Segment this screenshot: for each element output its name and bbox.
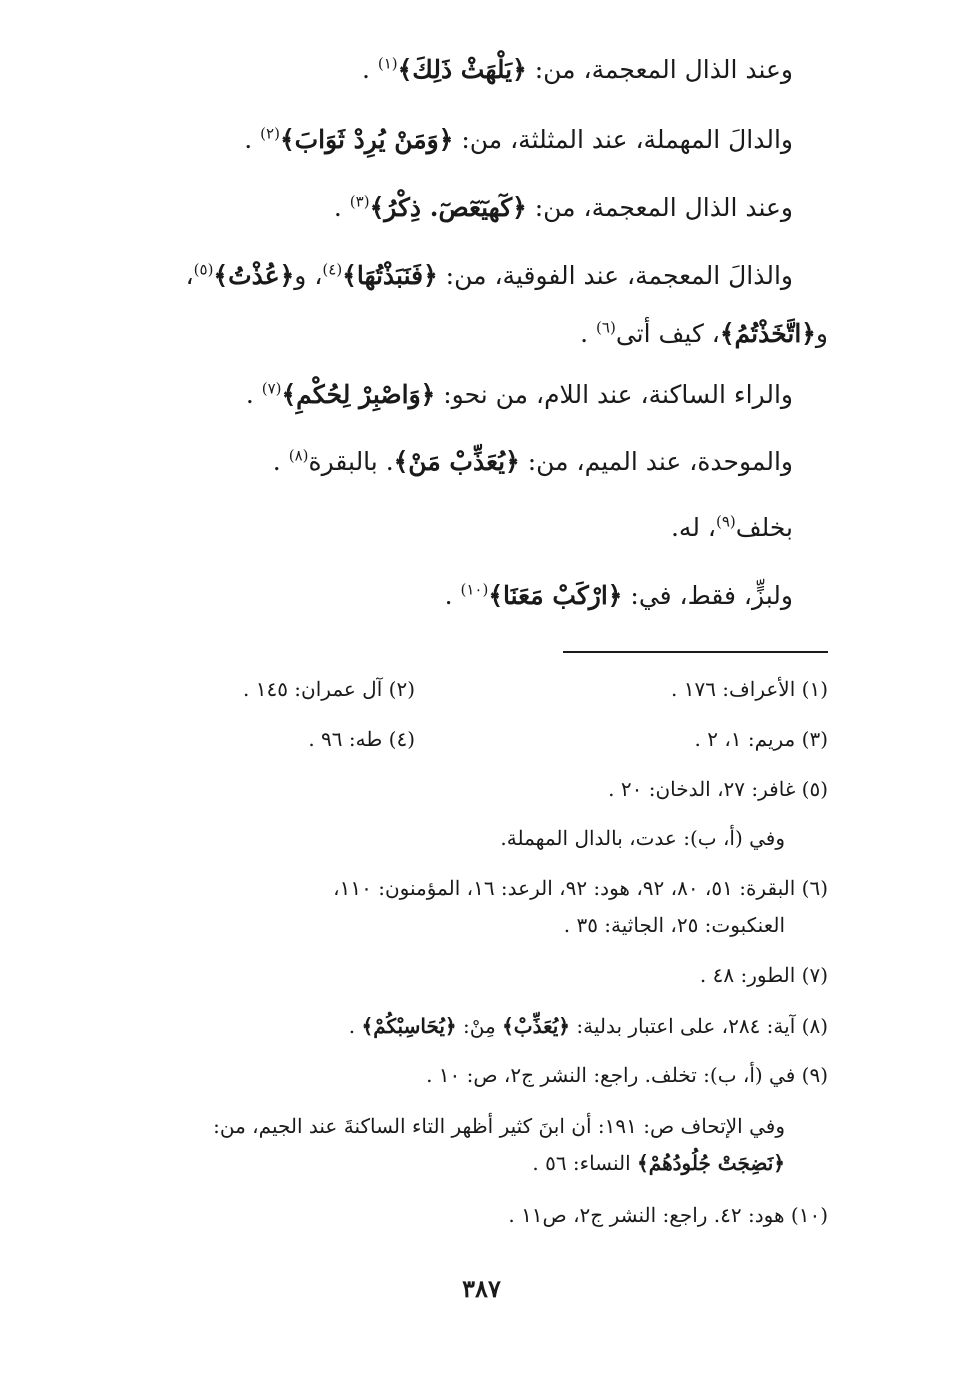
text: بخلف <box>735 513 793 542</box>
text: . <box>580 319 597 348</box>
text: والراء الساكنة، عند اللام، من نحو: <box>435 380 793 409</box>
body-line-8 <box>671 510 793 546</box>
quran-quote: ﴿ارْكَبْ مَعَنَا﴾ <box>488 581 623 610</box>
footnote-5: (٥) غافر: ٢٧، الدخان: ٢٠ . <box>608 777 828 801</box>
body-line-4 <box>186 258 793 294</box>
quran-quote: ﴿عُذْتُ﴾ <box>213 261 295 290</box>
text: والدالَ المهملة، عند المثلثة، من: <box>453 125 793 154</box>
footnote-ref: (٥) <box>193 260 214 279</box>
quran-quote: ﴿يُعَذِّبْ مَنْ﴾ <box>393 447 520 476</box>
quran-quote: ﴿اتَّخَذْتُمُ﴾ <box>719 319 816 348</box>
footnote-ref: (٢) <box>260 124 280 143</box>
quran-quote: ﴿نَضِجَتْ جُلُودُهُمْ﴾ <box>637 1151 785 1175</box>
footnote-6-cont: العنكبوت: ٢٥، الجاثية: ٣٥ . <box>563 913 785 937</box>
footnote-6: (٦) البقرة: ٥١، ٨٠، ٩٢، هود: ٩٢، الرعد: ١٦، المؤمنون: ١١٠، <box>333 876 828 900</box>
quran-quote: ﴿يُعَذِّبْ﴾ <box>502 1014 571 1038</box>
text: . <box>361 55 378 84</box>
footnote-ref: (٤) <box>322 260 343 279</box>
body-line-5 <box>580 316 828 352</box>
body-line-7 <box>273 444 793 480</box>
quran-quote: ﴿وَمَنْ يُرِدْ ثَوَابَ﴾ <box>279 125 454 154</box>
text: وعند الذال المعجمة، من: <box>526 193 793 222</box>
text: والموحدة، عند الميم، من: <box>519 447 793 476</box>
footnote-ref: (٩) <box>715 512 736 531</box>
footnote-9-note: وفي الإتحاف ص: ١٩١: أن ابنَ كثير أظهر التاء الساكنةَ عند الجيم، من: <box>213 1114 785 1138</box>
footnote-9: (٩) في (أ، ب): تخلف. راجع: النشر ج٢، ص: ١٠ . <box>426 1063 828 1087</box>
body-line-9 <box>445 578 793 614</box>
page-number: ٣٨٧ <box>462 1274 501 1303</box>
footnote-ref: (٧) <box>261 379 282 398</box>
text: مِنْ: <box>456 1014 503 1038</box>
footnote-2: (٢) آل عمران: ١٤٥ . <box>243 677 415 701</box>
text: . <box>245 380 262 409</box>
text: . <box>348 1014 362 1038</box>
text: . <box>444 581 461 610</box>
body-line-1 <box>362 52 793 88</box>
text: ، له. <box>670 513 716 542</box>
footnote-divider <box>563 651 828 653</box>
footnote-ref: (١) <box>377 54 398 73</box>
footnote-9-cont <box>532 1148 785 1178</box>
quran-quote: ﴿فَنَبَذْتُهَا﴾ <box>342 261 438 290</box>
footnote-4: (٤) طه: ٩٦ . <box>308 727 415 751</box>
footnote-1: (١) الأعراف: ١٧٦ . <box>671 677 828 701</box>
footnote-5-note: وفي (أ، ب): عدت، بالدال المهملة. <box>500 826 785 850</box>
body-line-6 <box>246 377 793 413</box>
footnote-ref: (١٠) <box>460 580 489 599</box>
text: النساء: ٥٦ . <box>532 1151 638 1175</box>
quran-quote: ﴿كٓهيٓعٓصٓ. ذِكْرُ﴾ <box>369 193 527 222</box>
text: . بالبقرة <box>308 447 394 476</box>
body-line-2 <box>244 122 793 158</box>
body-line-3 <box>334 190 793 226</box>
quran-quote: ﴿يَلْهَثْ ذَلِكَ﴾ <box>397 55 527 84</box>
footnote-ref: (٣) <box>349 192 370 211</box>
footnote-7: (٧) الطور: ٤٨ . <box>699 963 828 987</box>
footnote-ref: (٦) <box>596 318 616 337</box>
text: وعند الذال المعجمة، من: <box>526 55 793 84</box>
text: ولبزٍّ، فقط، في: <box>622 581 793 610</box>
text: و <box>815 319 828 348</box>
text: . <box>333 193 350 222</box>
quran-quote: ﴿يُحَاسِبْكُمْ﴾ <box>361 1014 457 1038</box>
footnote-ref: (٨) <box>288 446 309 465</box>
text: ، و <box>294 261 323 290</box>
text: ، كيف أتى <box>615 319 720 348</box>
text: . <box>244 125 261 154</box>
quran-quote: ﴿وَاصْبِرْ لِحُكْمِ﴾ <box>281 380 436 409</box>
text: والذالَ المعجمة، عند الفوقية، من: <box>437 261 793 290</box>
text: . <box>272 447 289 476</box>
footnote-8 <box>349 1011 828 1041</box>
footnote-3: (٣) مريم: ١، ٢ . <box>694 727 828 751</box>
text: (٨) آية: ٢٨٤، على اعتبار بدلية: <box>570 1014 828 1038</box>
footnote-10: (١٠) هود: ٤٢. راجع: النشر ج٢، ص١١ . <box>508 1203 828 1227</box>
text: ، <box>185 261 194 290</box>
